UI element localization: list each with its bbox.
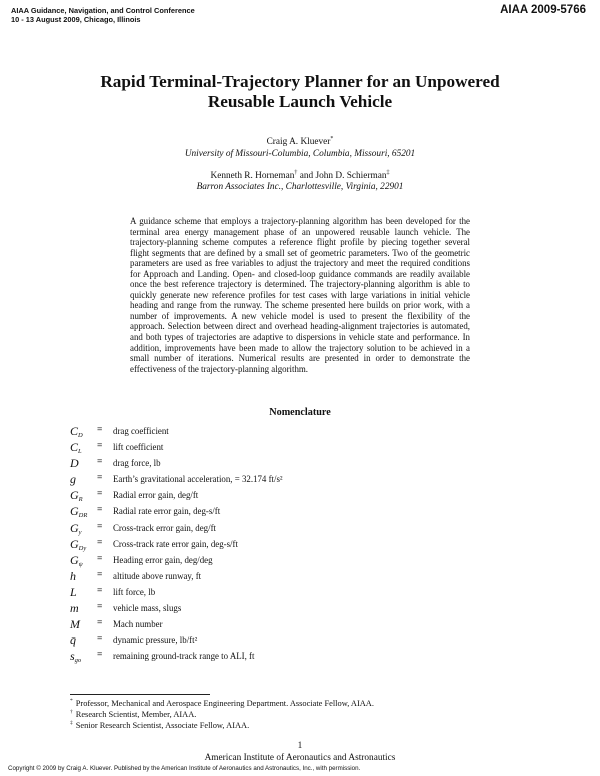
paper-title [0, 72, 600, 112]
nomenclature-definition: Radial rate error gain, deg-s/ft [113, 506, 221, 517]
abstract: A guidance scheme that employs a trajectory-planning algorithm has been developed for the terminal area energy management phase of an unpowered reusable launch vehicle. The trajectory-planning scheme computes a reference flight profile by piecing together several flight segments that are defined by a small set of geometric parameters. Two of the geometric parameters are used as free variables to adjust the trajectory and meet the required conditions for Approach and Landing. Open- and closed-loop guidance commands are readily available once the best reference trajectory is determined. The trajectory-planning algorithm is able to quickly generate new reference profiles for test cases with large variations in initial vehicle heading and range from the runway. The scheme presented here builds on prior work, with a number of improvements. A new vehicle model is used to present the flexibility of the approach. Selection between direct and overhead heading-alignment trajectories is automated, and both types of trajectories are adaptive to dispersions in vehicle state and performance. In addition, improvements have been made to allow the trajectory solution to be achieved in a small number of iterations. Numerical results are presented in order to demonstrate the effectiveness of the trajectory-planning algorithm. [130, 216, 470, 374]
nomenclature-item [70, 440, 490, 456]
nomenclature-definition: Cross-track error gain, deg/ft [113, 522, 217, 533]
nomenclature-symbol-base: s [70, 649, 75, 664]
nomenclature-definition: altitude above runway, ft [113, 570, 202, 581]
nomenclature-symbol-base: M [70, 617, 80, 632]
author-1-mark: * [330, 135, 334, 142]
nomenclature-equals: = [97, 537, 103, 548]
nomenclature-symbol-base: G [70, 552, 79, 567]
nomenclature-equals: = [97, 425, 103, 435]
nomenclature-equals: = [97, 521, 103, 532]
nomenclature-definition: drag coefficient [113, 426, 169, 436]
nomenclature-item [70, 585, 490, 601]
nomenclature-equals: = [97, 602, 103, 613]
page-number: 1 [297, 741, 303, 751]
footnote-text: Professor, Mechanical and Aerospace Engineering Department. Associate Fellow, AIAA. [75, 699, 374, 708]
conference-name: AIAA Guidance, Navigation, and Control Conference [11, 6, 195, 15]
author-1-name: Craig A. Kluever [266, 137, 331, 147]
nomenclature-symbol [70, 649, 103, 668]
author-3-name: John D. Schierman [315, 171, 387, 181]
nomenclature-list [70, 424, 490, 665]
nomenclature-symbol-subscript: ψ [78, 560, 83, 568]
nomenclature-equals: = [97, 553, 103, 564]
nomenclature-equals: = [97, 650, 103, 661]
nomenclature-item [70, 472, 490, 488]
nomenclature-item [70, 569, 490, 585]
footnotes [70, 698, 374, 731]
nomenclature-symbol-base: g [70, 472, 76, 487]
conference-dates: 10 - 13 August 2009, Chicago, Illinois [11, 15, 141, 24]
nomenclature-definition: lift coefficient [113, 442, 164, 453]
nomenclature-symbol-base: q̄ [70, 633, 76, 648]
nomenclature-symbol-base: C [70, 440, 79, 455]
nomenclature-item [70, 488, 490, 504]
nomenclature-symbol-base: G [70, 504, 79, 519]
nomenclature-symbol-base: G [70, 520, 79, 535]
nomenclature-item [70, 521, 490, 537]
author-join: and [297, 171, 316, 181]
nomenclature-symbol-base: m [70, 601, 79, 616]
author-1 [0, 137, 600, 147]
nomenclature-equals: = [97, 634, 103, 645]
title-line-2: Reusable Launch Vehicle [207, 92, 393, 111]
nomenclature-heading: Nomenclature [269, 407, 331, 418]
nomenclature-item [70, 424, 490, 440]
nomenclature-item [70, 504, 490, 520]
nomenclature-equals: = [97, 585, 103, 596]
footnote [70, 720, 374, 731]
nomenclature-equals: = [97, 457, 103, 468]
nomenclature-symbol-subscript: Dy [78, 544, 87, 552]
nomenclature-equals: = [97, 441, 103, 452]
nomenclature-symbol-subscript: L [78, 448, 82, 456]
nomenclature-symbol-base: G [70, 488, 79, 503]
nomenclature-definition: Mach number [113, 619, 163, 630]
title-line-1: Rapid Terminal-Trajectory Planner for an Unpowered [100, 72, 500, 91]
nomenclature-definition: drag force, lb [113, 458, 161, 469]
nomenclature-definition: remaining ground-track range to ALI, ft [113, 651, 255, 662]
nomenclature-equals: = [97, 505, 103, 516]
nomenclature-item [70, 456, 490, 472]
nomenclature-definition: vehicle mass, slugs [113, 603, 182, 614]
nomenclature-symbol-base: G [70, 536, 79, 551]
nomenclature-item [70, 601, 490, 617]
author-2-name: Kenneth R. Horneman [210, 171, 295, 181]
nomenclature-definition: Heading error gain, deg/deg [113, 554, 213, 565]
footnote-mark: * [70, 698, 73, 705]
nomenclature-symbol-base: C [70, 424, 79, 438]
nomenclature-item [70, 537, 490, 553]
footnote [70, 709, 374, 720]
nomenclature-definition: lift force, lb [113, 586, 156, 597]
footnote-text: Senior Research Scientist, Associate Fellow, AIAA. [75, 721, 250, 730]
nomenclature-equals: = [97, 489, 103, 500]
footnote [70, 698, 374, 709]
nomenclature-equals: = [97, 473, 103, 484]
nomenclature-equals: = [97, 618, 103, 629]
copyright-notice: Copyright © 2009 by Craig A. Kluever. Published by the American Institute of Aeronautics and Astronautics, Inc., with permission. [8, 765, 361, 772]
nomenclature-symbol-base: h [70, 568, 76, 583]
nomenclature-item [70, 617, 490, 633]
conference-header [11, 6, 195, 24]
nomenclature-definition: dynamic pressure, lb/ft² [113, 635, 198, 646]
nomenclature-symbol-subscript: DR [78, 512, 88, 520]
nomenclature-symbol-base: D [70, 456, 79, 471]
footnote-text: Research Scientist, Member, AIAA. [75, 710, 197, 719]
nomenclature-definition: Earth’s gravitational acceleration, = 32.174 ft/s² [113, 474, 283, 485]
nomenclature-definition: Cross-track rate error gain, deg-s/ft [113, 538, 238, 549]
authors-2-3 [0, 171, 600, 181]
nomenclature-symbol-subscript: go [74, 657, 82, 665]
nomenclature-item [70, 649, 490, 665]
author-3-mark: ‡ [386, 169, 390, 176]
affiliation-1: University of Missouri-Columbia, Columbia, Missouri, 65201 [184, 149, 416, 159]
footnote-rule [70, 694, 210, 695]
paper-id: AIAA 2009-5766 [500, 4, 586, 16]
nomenclature-symbol-subscript: D [78, 432, 83, 439]
affiliation-2: Barron Associates Inc., Charlottesville, Virginia, 22901 [196, 182, 404, 192]
nomenclature-symbol-subscript: R [78, 496, 83, 504]
author-2-mark: † [294, 169, 298, 176]
nomenclature-item [70, 633, 490, 649]
nomenclature-symbol-subscript: y [78, 528, 82, 536]
footer-organization: American Institute of Aeronautics and Astronautics [204, 753, 396, 763]
footnote-mark: ‡ [70, 720, 73, 727]
nomenclature-item [70, 553, 490, 569]
footnote-mark: † [70, 709, 73, 716]
nomenclature-equals: = [97, 569, 103, 580]
nomenclature-symbol-base: L [70, 584, 77, 599]
nomenclature-definition: Radial error gain, deg/ft [113, 490, 199, 501]
